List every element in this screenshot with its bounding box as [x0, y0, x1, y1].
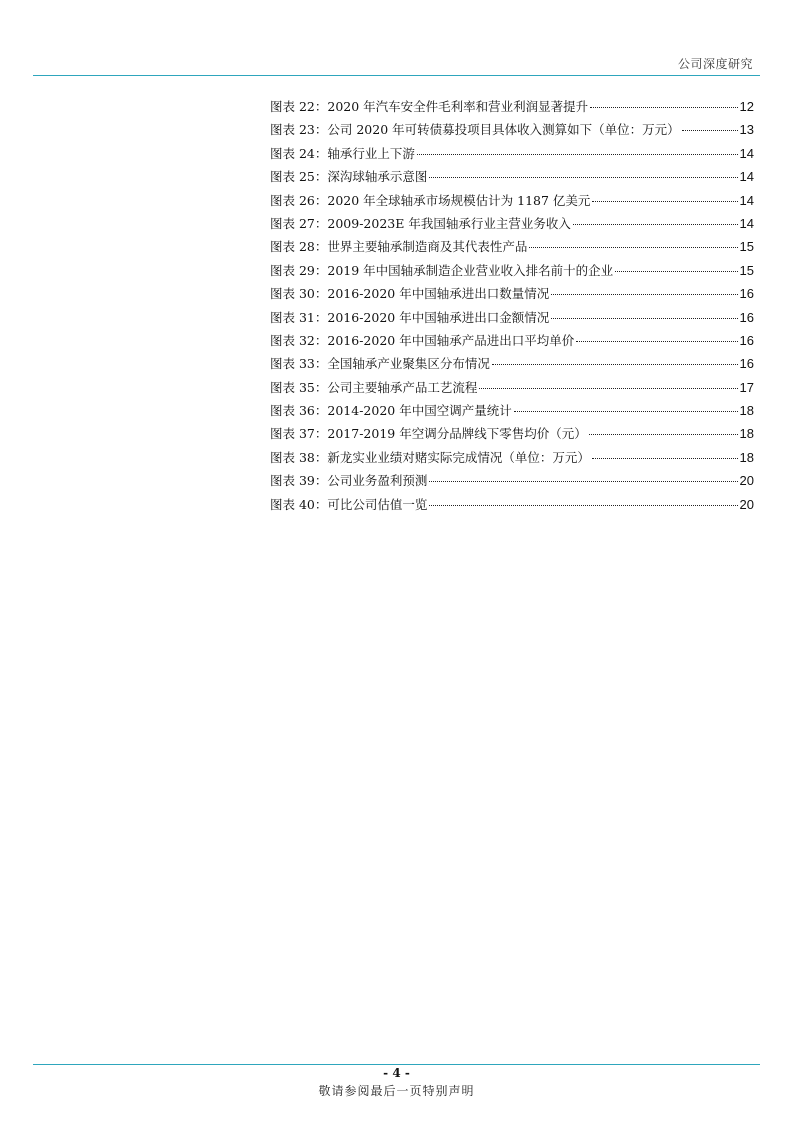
footer-divider [33, 1064, 760, 1065]
toc-entry[interactable] [270, 376, 754, 399]
toc-entry-title: 图表 32：2016-2020 年中国轴承产品进出口平均单价 [270, 332, 575, 348]
toc-entry[interactable] [270, 189, 754, 212]
toc-leader-dots [573, 224, 738, 225]
page-number: - 4 - [383, 1066, 410, 1080]
header-label: 公司深度研究 [677, 57, 753, 71]
toc-entry[interactable] [270, 235, 754, 258]
toc-entry-title: 图表 23：公司 2020 年可转债募投项目具体收入测算如下（单位：万元） [270, 122, 680, 138]
toc-entry-title: 图表 38：新龙实业业绩对赌实际完成情况（单位：万元） [270, 449, 590, 465]
toc-entry[interactable] [270, 306, 754, 329]
toc-entry-title: 图表 31：2016-2020 年中国轴承进出口金额情况 [270, 309, 550, 325]
toc-entry[interactable] [270, 118, 754, 141]
toc-entry-title: 图表 27：2009-2023E 年我国轴承行业主营业务收入 [270, 215, 571, 231]
toc-entry[interactable] [270, 469, 754, 492]
toc-entry[interactable] [270, 259, 754, 282]
toc-entry-page: 16 [739, 332, 754, 348]
toc-entry[interactable] [270, 142, 754, 165]
toc-entry[interactable] [270, 282, 754, 305]
toc-entry-page: 16 [739, 286, 754, 302]
toc-entry-page: 20 [739, 473, 754, 489]
toc-entry[interactable] [270, 493, 754, 516]
toc-leader-dots [589, 434, 738, 435]
toc-leader-dots [479, 388, 737, 389]
toc-entry-page: 14 [739, 192, 754, 208]
toc-entry-page: 14 [739, 145, 754, 161]
toc-entry-page: 14 [739, 215, 754, 231]
toc-leader-dots [682, 130, 738, 131]
toc-entry-page: 18 [739, 426, 754, 442]
figure-toc-list [270, 95, 754, 516]
toc-entry-title: 图表 40：可比公司估值一览 [270, 496, 428, 512]
toc-entry-title: 图表 28：世界主要轴承制造商及其代表性产品 [270, 239, 528, 255]
toc-entry-page: 16 [739, 309, 754, 325]
toc-leader-dots [429, 481, 737, 482]
toc-entry-page: 18 [739, 403, 754, 419]
toc-entry-title: 图表 22：2020 年汽车安全件毛利率和营业利润显著提升 [270, 99, 589, 114]
toc-leader-dots [590, 107, 737, 108]
toc-entry[interactable] [270, 422, 754, 445]
toc-leader-dots [551, 294, 737, 295]
toc-leader-dots [615, 271, 737, 272]
toc-entry[interactable] [270, 446, 754, 469]
toc-entry-title: 图表 29：2019 年中国轴承制造企业营业收入排名前十的企业 [270, 262, 614, 278]
toc-leader-dots [551, 318, 737, 319]
toc-entry[interactable] [270, 329, 754, 352]
toc-entry-title: 图表 37：2017-2019 年空调分品牌线下零售均价（元） [270, 426, 587, 442]
toc-entry-title: 图表 36：2014-2020 年中国空调产量统计 [270, 403, 512, 419]
toc-leader-dots [429, 505, 737, 506]
toc-entry-page: 12 [739, 99, 754, 114]
toc-leader-dots [514, 411, 738, 412]
toc-leader-dots [492, 364, 738, 365]
toc-entry-title: 图表 25：深沟球轴承示意图 [270, 169, 428, 185]
toc-leader-dots [417, 154, 738, 155]
toc-entry-title: 图表 39：公司业务盈利预测 [270, 473, 428, 489]
toc-leader-dots [576, 341, 737, 342]
toc-entry-page: 15 [739, 262, 754, 278]
toc-leader-dots [592, 201, 737, 202]
toc-entry[interactable] [270, 212, 754, 235]
toc-entry-page: 18 [739, 449, 754, 465]
toc-entry-page: 17 [739, 379, 754, 395]
toc-entry[interactable] [270, 95, 754, 118]
toc-entry-page: 14 [739, 169, 754, 185]
toc-entry-title: 图表 30：2016-2020 年中国轴承进出口数量情况 [270, 286, 550, 302]
toc-entry[interactable] [270, 165, 754, 188]
toc-entry[interactable] [270, 352, 754, 375]
toc-entry-title: 图表 24：轴承行业上下游 [270, 145, 415, 161]
toc-leader-dots [429, 177, 737, 178]
toc-entry-title: 图表 26：2020 年全球轴承市场规模估计为 1187 亿美元 [270, 192, 591, 208]
toc-leader-dots [592, 458, 738, 459]
disclaimer-note: 敬请参阅最后一页特别声明 [318, 1084, 475, 1098]
toc-entry-title: 图表 33：全国轴承产业聚集区分布情况 [270, 356, 490, 372]
toc-entry-page: 20 [739, 496, 754, 512]
toc-entry-page: 16 [739, 356, 754, 372]
toc-entry-page: 13 [739, 122, 754, 138]
header-divider [33, 75, 760, 76]
toc-entry-title: 图表 35：公司主要轴承产品工艺流程 [270, 379, 478, 395]
toc-entry-page: 15 [739, 239, 754, 255]
toc-entry[interactable] [270, 399, 754, 422]
toc-leader-dots [529, 247, 737, 248]
